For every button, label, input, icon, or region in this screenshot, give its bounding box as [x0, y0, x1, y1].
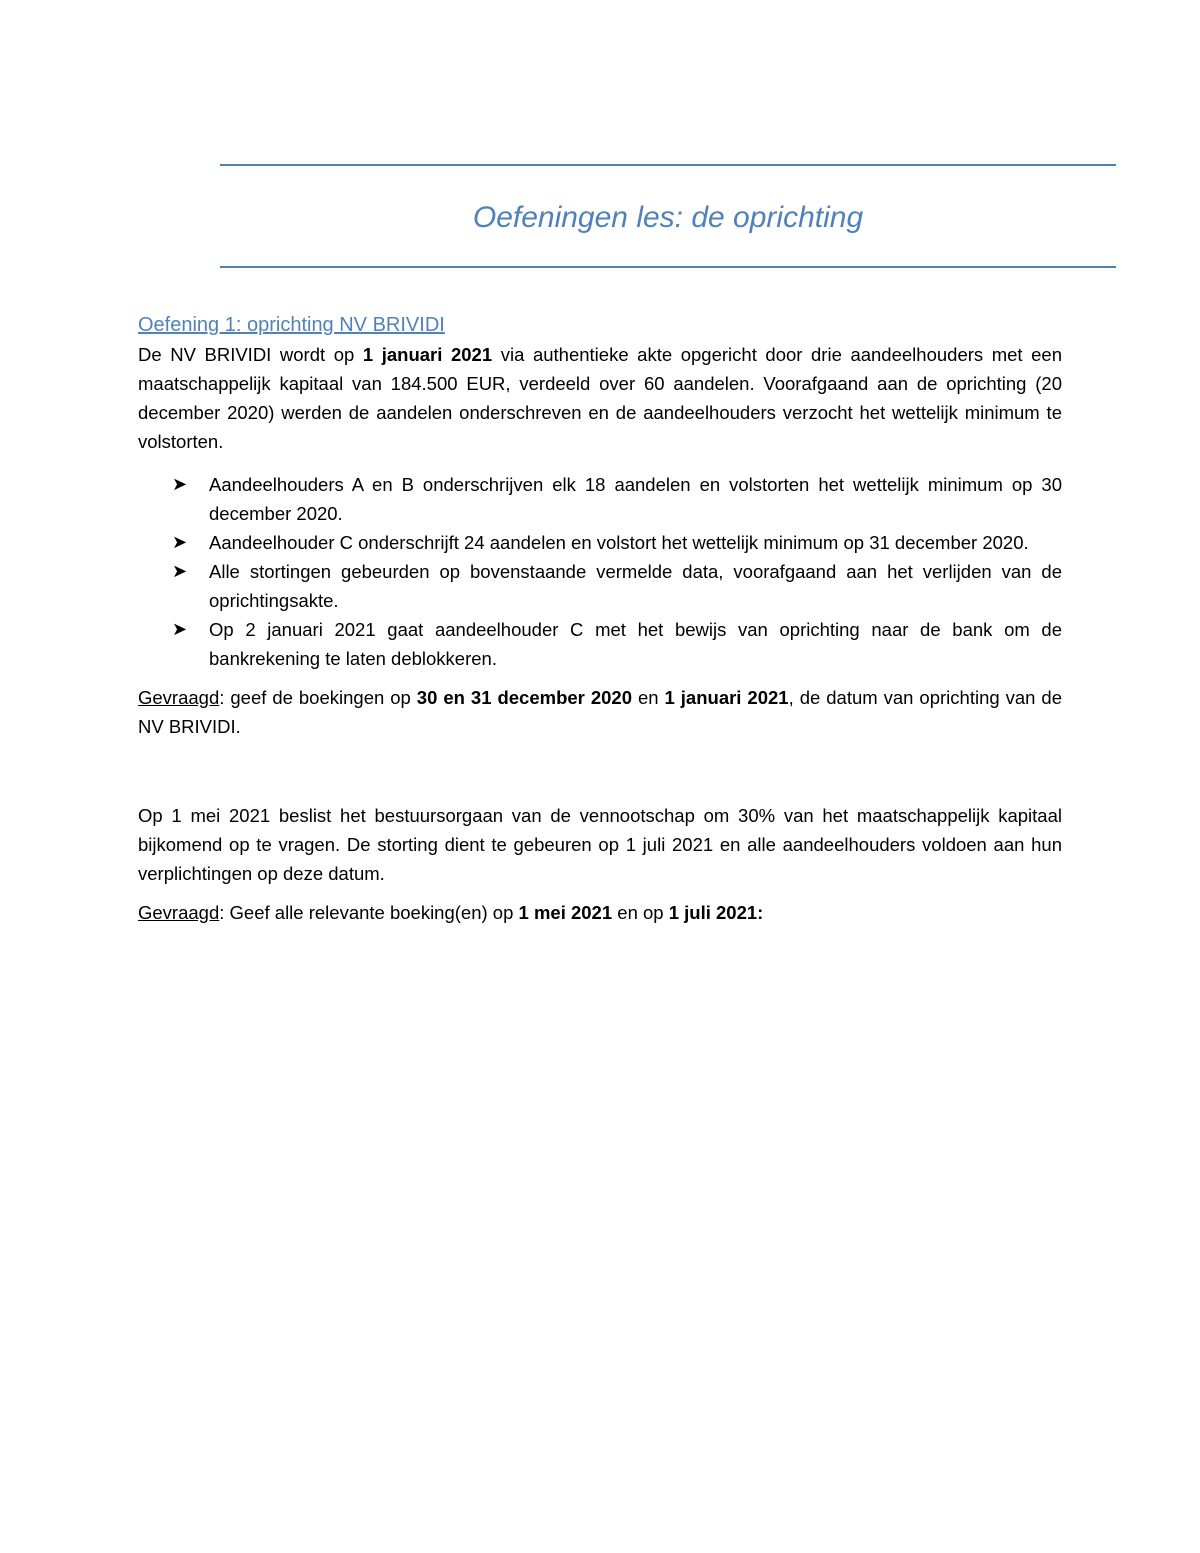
question-1-text-2: en	[632, 687, 665, 708]
question-2-text-1: : Geef alle relevante boeking(en) op	[219, 902, 519, 923]
followup-paragraph: Op 1 mei 2021 beslist het bestuursorgaan van de vennootschap om 30% van het maatschappelijk kapitaal bijkomend op te vragen. De storting dient te gebeuren op 1 juli 2021 en alle aandeelhouders voldoen aan hun verplichtingen op deze datum.	[138, 805, 1062, 884]
title-rule-top	[220, 164, 1116, 166]
list-item-text: Alle stortingen gebeurden op bovenstaande vermelde data, voorafgaand aan het verlijden van de oprichtingsakte.	[209, 561, 1062, 611]
question-2-date-2: 1 juli 2021:	[668, 902, 764, 923]
question-1-text-3: , de datum van oprichting van de NV BRIVIDI.	[138, 687, 1062, 737]
bullet-list	[138, 470, 1062, 673]
list-item-text: Aandeelhouders A en B onderschrijven elk 18 aandelen en volstorten het wettelijk minimum op 30 december 2020.	[209, 474, 1062, 524]
arrowhead-bullet-icon: ➤	[172, 619, 188, 639]
list-item	[138, 470, 1062, 528]
list-item-text: Aandeelhouder C onderschrijft 24 aandelen en volstort het wettelijk minimum op 31 december 2020.	[209, 532, 1029, 553]
question-2-text-2: en op	[612, 902, 669, 923]
arrowhead-bullet-icon: ➤	[172, 474, 188, 494]
exercise-content	[138, 310, 1062, 927]
question-1-date-1: 30 en 31 december 2020	[416, 687, 632, 708]
question-1-text-1: : geef de boekingen op	[219, 687, 417, 708]
intro-text-2: via authentieke akte opgericht door drie aandeelhouders met een maatschappelijk kapitaal van 184.500 EUR, verdeeld over 60 aandelen. Voorafgaand aan de oprichting (20 december 2020) werden de aandelen onderschreven en de aandeelhouders verzocht het wettelijk minimum te volstorten.	[138, 344, 1062, 452]
question-2-label: Gevraagd	[138, 902, 220, 923]
exercise-heading: Oefening 1: oprichting NV BRIVIDI	[138, 314, 445, 336]
question-1-label: Gevraagd	[138, 687, 220, 708]
arrowhead-bullet-icon: ➤	[172, 561, 188, 581]
title-rule-bottom	[220, 266, 1116, 268]
question-2-paragraph	[138, 898, 1062, 927]
list-item	[138, 557, 1062, 615]
question-1-date-2: 1 januari 2021	[664, 687, 789, 708]
intro-paragraph	[138, 340, 1062, 456]
list-item	[138, 528, 1062, 557]
document-title: Oefeningen les: de oprichting	[472, 201, 864, 234]
list-item-text: Op 2 januari 2021 gaat aandeelhouder C met het bewijs van oprichting naar de bank om de bankrekening te laten deblokkeren.	[209, 619, 1062, 669]
arrowhead-bullet-icon: ➤	[172, 532, 188, 552]
question-2-date-1: 1 mei 2021	[518, 902, 613, 923]
intro-date: 1 januari 2021	[362, 344, 493, 365]
list-item	[138, 615, 1062, 673]
question-1-paragraph	[138, 683, 1062, 741]
intro-text-1: De NV BRIVIDI wordt op	[138, 344, 363, 365]
